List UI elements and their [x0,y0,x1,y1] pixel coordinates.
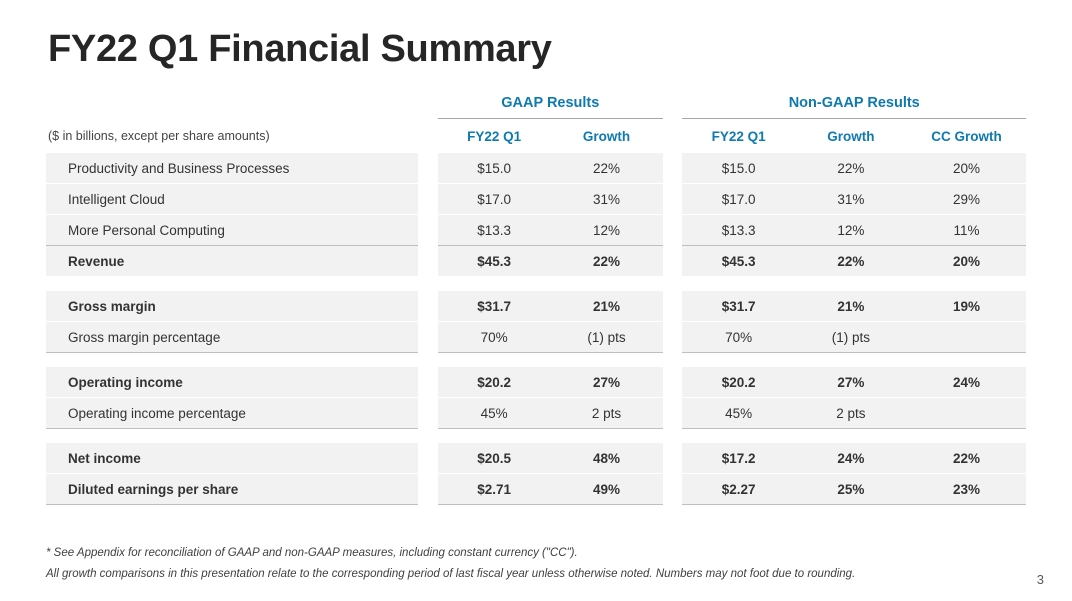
row-gap-2 [663,367,683,398]
cell-gaap-q1: 70% [438,322,550,353]
cell-gaap-growth: 22% [550,153,662,184]
spacer-cell [46,277,1026,292]
cell-nongaap-q1: $45.3 [682,246,794,277]
column-header-row [46,119,1026,154]
row-gap-2 [663,474,683,505]
cell-nongaap-cc: 22% [907,443,1026,474]
cell-nongaap-cc: 11% [907,215,1026,246]
group-header-nongaap: Non-GAAP Results [682,88,1026,119]
table-row [46,246,1026,277]
row-spacer [46,353,1026,368]
spacer-cell [46,353,1026,368]
cell-gaap-growth: 48% [550,443,662,474]
table-row [46,215,1026,246]
row-gap [418,246,438,277]
group-header-spacer [46,88,418,119]
cell-nongaap-q1: $15.0 [682,153,794,184]
cell-nongaap-growth: 21% [795,291,907,322]
header-gap [418,119,438,154]
row-gap-2 [663,246,683,277]
table-row [46,291,1026,322]
row-label: Revenue [46,246,418,277]
cell-nongaap-growth: 31% [795,184,907,215]
cell-gaap-growth: 12% [550,215,662,246]
cell-nongaap-cc: 19% [907,291,1026,322]
cell-nongaap-q1: 45% [682,398,794,429]
cell-nongaap-growth: (1) pts [795,322,907,353]
footnote-2: All growth comparisons in this presentation relate to the corresponding period of last fiscal year unless otherwise noted. Numbers may not foot due to rounding. [46,568,856,580]
table-row [46,184,1026,215]
row-label: Gross margin [46,291,418,322]
cell-nongaap-growth: 25% [795,474,907,505]
cell-gaap-q1: $45.3 [438,246,550,277]
row-label: Diluted earnings per share [46,474,418,505]
cell-nongaap-cc: 23% [907,474,1026,505]
group-header-gap [418,88,438,119]
cell-nongaap-cc-na [907,322,1026,353]
row-gap [418,322,438,353]
cell-nongaap-q1: $13.3 [682,215,794,246]
table-row [46,322,1026,353]
cell-nongaap-cc-na [907,398,1026,429]
row-label: Operating income [46,367,418,398]
cell-gaap-q1: $2.71 [438,474,550,505]
cell-nongaap-growth: 12% [795,215,907,246]
cell-gaap-growth: 27% [550,367,662,398]
cell-nongaap-cc: 29% [907,184,1026,215]
row-gap [418,367,438,398]
cell-nongaap-q1: 70% [682,322,794,353]
cell-gaap-growth: 49% [550,474,662,505]
spacer-cell [46,429,1026,444]
row-gap-2 [663,443,683,474]
row-label: Net income [46,443,418,474]
cell-gaap-q1: 45% [438,398,550,429]
cell-gaap-growth: 31% [550,184,662,215]
table-row [46,153,1026,184]
row-gap-2 [663,398,683,429]
table-row [46,367,1026,398]
row-label: Gross margin percentage [46,322,418,353]
header-gap-2 [663,119,683,154]
cell-nongaap-growth: 22% [795,246,907,277]
cell-gaap-q1: $15.0 [438,153,550,184]
row-label: Productivity and Business Processes [46,153,418,184]
footnote-1: * See Appendix for reconciliation of GAAP and non-GAAP measures, including constant currency ("CC"). [46,547,578,559]
row-label: More Personal Computing [46,215,418,246]
cell-nongaap-q1: $2.27 [682,474,794,505]
cell-nongaap-cc: 24% [907,367,1026,398]
cell-nongaap-q1: $31.7 [682,291,794,322]
cell-gaap-growth: (1) pts [550,322,662,353]
row-gap [418,398,438,429]
cell-nongaap-cc: 20% [907,246,1026,277]
row-spacer [46,277,1026,292]
cell-gaap-growth: 22% [550,246,662,277]
header-gaap-q1: FY22 Q1 [467,128,522,144]
cell-nongaap-q1: $17.0 [682,184,794,215]
table-row [46,474,1026,505]
group-header-gaap: GAAP Results [438,88,663,119]
cell-nongaap-cc: 20% [907,153,1026,184]
cell-gaap-q1: $17.0 [438,184,550,215]
header-nongaap-growth: Growth [827,128,875,144]
page-number: 3 [1036,572,1044,587]
group-header-gap-2 [663,88,683,119]
header-gaap-growth: Growth [582,128,631,144]
row-gap-2 [663,322,683,353]
cell-gaap-growth: 21% [550,291,662,322]
row-label: Operating income percentage [46,398,418,429]
financial-summary-table [46,88,1026,505]
cell-nongaap-q1: $17.2 [682,443,794,474]
row-gap [418,291,438,322]
cell-nongaap-growth: 24% [795,443,907,474]
row-gap [418,443,438,474]
footnotes [46,545,946,583]
cell-nongaap-growth: 27% [795,367,907,398]
units-note: ($ in billions, except per share amounts) [48,128,270,143]
row-gap [418,184,438,215]
row-gap [418,474,438,505]
row-gap-2 [663,291,683,322]
row-gap-2 [663,184,683,215]
row-gap-2 [663,215,683,246]
cell-gaap-q1: $13.3 [438,215,550,246]
table-row [46,443,1026,474]
row-gap [418,153,438,184]
cell-gaap-q1: $20.5 [438,443,550,474]
cell-gaap-q1: $20.2 [438,367,550,398]
header-nongaap-cc-growth: CC Growth [931,128,1002,144]
row-gap-2 [663,153,683,184]
row-gap [418,215,438,246]
page-title: FY22 Q1 Financial Summary [48,28,552,70]
cell-gaap-q1: $31.7 [438,291,550,322]
group-header-row [46,88,1026,119]
cell-gaap-growth: 2 pts [550,398,662,429]
row-label: Intelligent Cloud [46,184,418,215]
cell-nongaap-growth: 2 pts [795,398,907,429]
table-row [46,398,1026,429]
cell-nongaap-growth: 22% [795,153,907,184]
table [46,88,1026,505]
row-spacer [46,429,1026,444]
cell-nongaap-q1: $20.2 [682,367,794,398]
header-nongaap-q1: FY22 Q1 [711,128,766,144]
